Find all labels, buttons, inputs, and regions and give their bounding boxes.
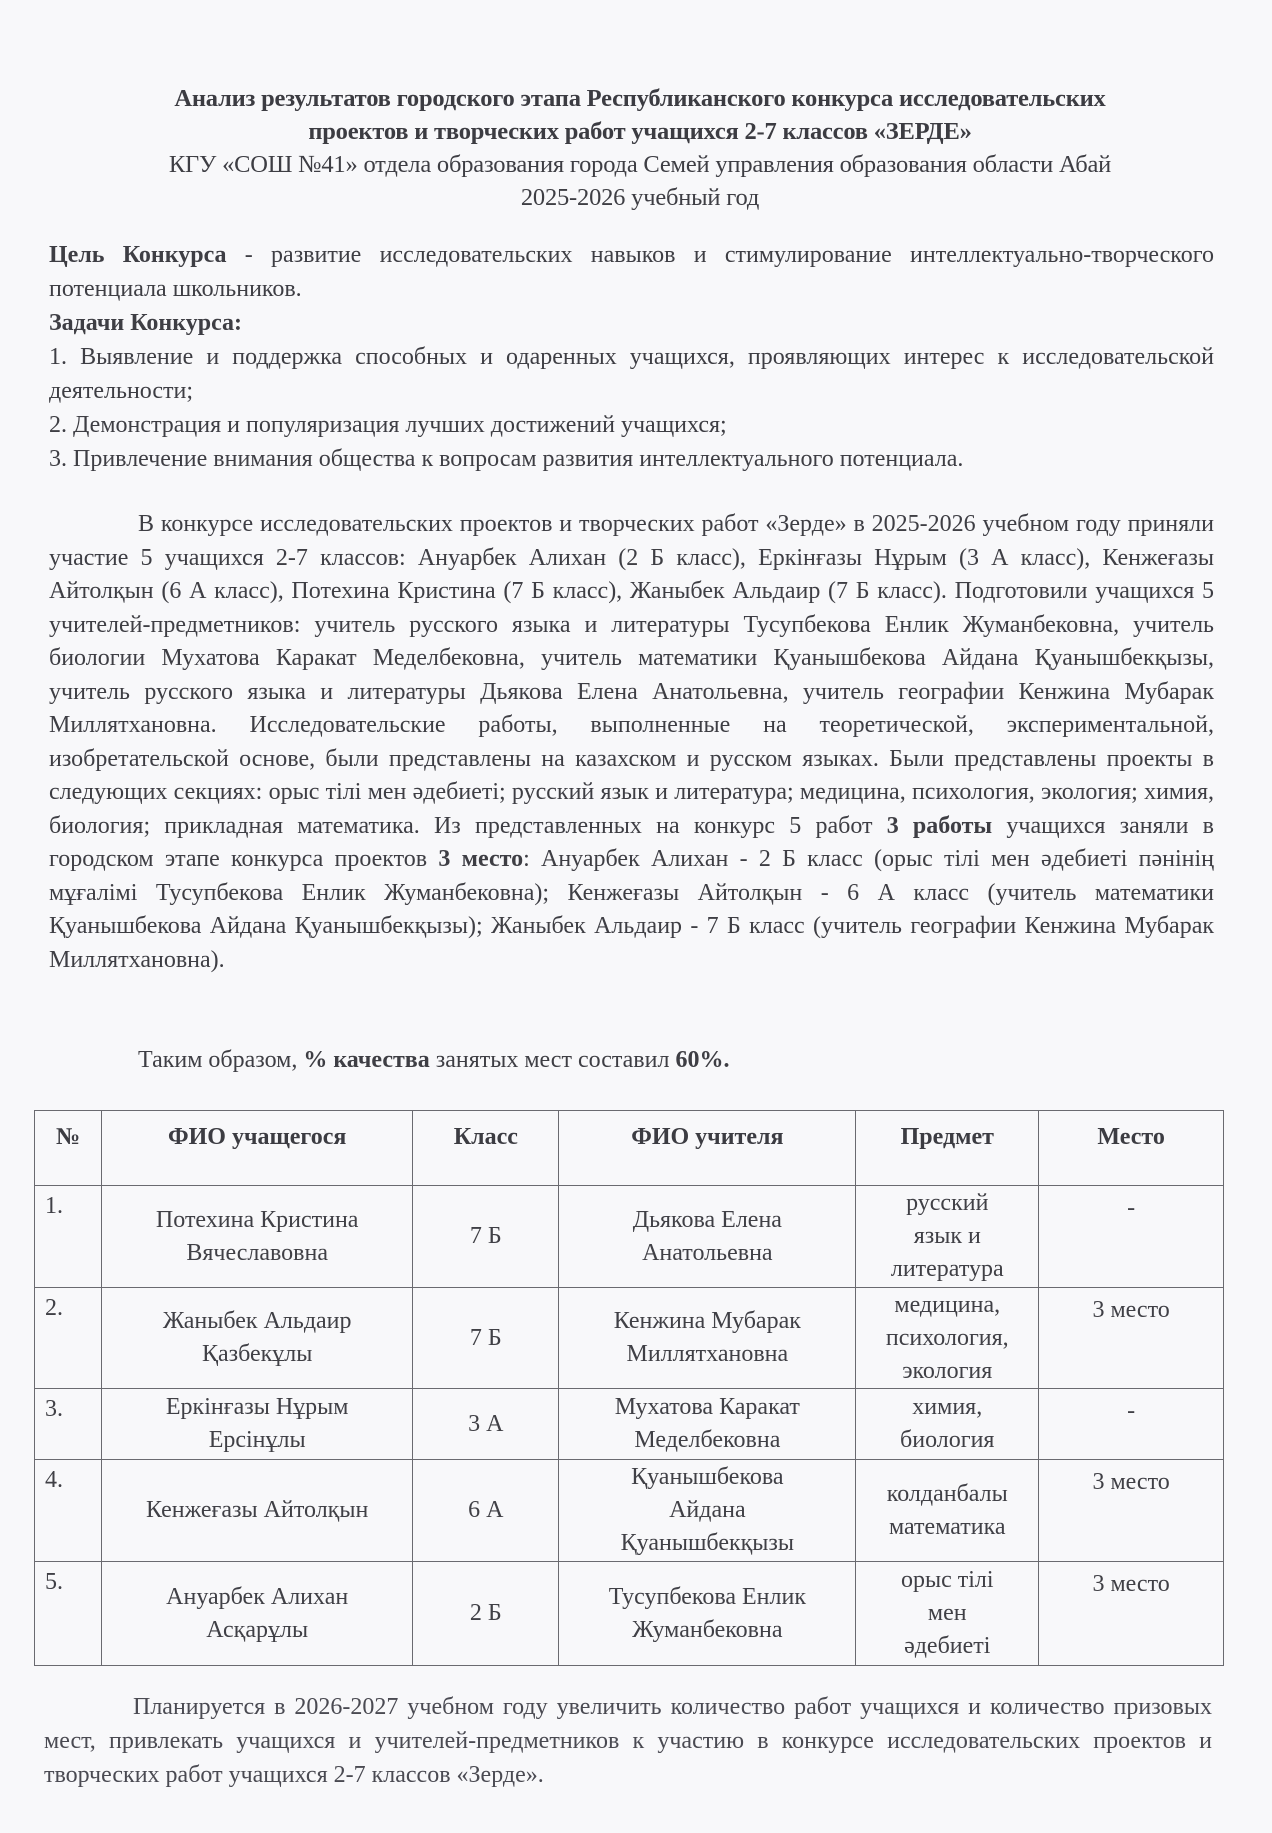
cell-number: 3.	[35, 1389, 102, 1460]
participation-summary	[49, 508, 1214, 977]
cell-place: -	[1039, 1186, 1224, 1288]
conclusion-text: занятых мест составил	[429, 1047, 676, 1073]
closing-paragraph: Планируется в 2026-2027 учебном году увеличить количество работ учащихся и количество призовых мест, привлекать учащихся и учителей-предметников к участию в конкурсе исследовательских проектов и творческих работ учащихся 2-7 классов «Зерде».	[44, 1694, 1212, 1788]
cell-teacher	[559, 1562, 856, 1666]
subject-line: русский	[906, 1190, 989, 1216]
summary-text: : Ануарбек Алихан - 2 Б класс (орыс тілі мен әдебиеті пәнінің мұғалімі Тусупбекова Енлик Жуманбековна); Кенжеғазы Айтолқын - 6 А класс (учитель математики Қуанышбекова Айдана Қуанышбекқызы); Жаныбек Альдаир - 7 Б класс (учитель географии Кенжина Мубарак Миллятхановна).	[49, 846, 1215, 973]
student-name-line: Кенжеғазы Айтолқын	[146, 1497, 369, 1523]
cell-subject	[856, 1186, 1039, 1288]
teacher-name-line: Дьякова Елена	[632, 1206, 782, 1233]
conclusion-highlight-quality: % качества	[303, 1047, 430, 1073]
cell-class: 2 Б	[413, 1562, 559, 1666]
teacher-name-line: Меделбековна	[634, 1427, 781, 1453]
table-row	[35, 1288, 1224, 1389]
cell-subject	[856, 1288, 1039, 1389]
cell-student	[102, 1460, 413, 1562]
subject-line: колданбалы	[886, 1480, 1008, 1507]
column-header-subject: Предмет	[856, 1111, 1039, 1186]
teacher-name-line: Тусупбекова Енлик	[608, 1583, 806, 1610]
organization-line: КГУ «СОШ №41» отдела образования города Семей управления образования области Абай	[168, 151, 1112, 178]
teacher-name-line: Кенжина Мубарак	[613, 1308, 801, 1334]
teacher-name-line: Қуанышбекқызы	[620, 1530, 795, 1556]
teacher-name-line: Айдана	[669, 1497, 746, 1523]
cell-teacher	[559, 1460, 856, 1562]
teacher-name-line: Қуанышбекова	[631, 1464, 784, 1490]
student-name-line: Ерсінұлы	[208, 1427, 306, 1453]
subject-line: психология,	[885, 1324, 1009, 1351]
cell-subject	[856, 1562, 1039, 1666]
teacher-name-line: Жуманбековна	[632, 1616, 783, 1643]
table-row	[35, 1460, 1224, 1562]
tasks-label: Задачи Конкурса:	[49, 310, 243, 336]
table-row	[35, 1562, 1224, 1666]
cell-number: 5.	[35, 1562, 102, 1666]
student-name-line: Вячеславовна	[186, 1239, 328, 1266]
cell-student	[102, 1186, 413, 1288]
goal-text: - развитие исследовательских навыков и стимулирование интеллектуально-творческого потенциала школьников.	[49, 242, 1214, 302]
cell-class: 3 А	[413, 1389, 559, 1460]
cell-teacher	[559, 1288, 856, 1389]
task-item: 1. Выявление и поддержка способных и одаренных учащихся, проявляющих интерес к исследовательской деятельности;	[49, 344, 1214, 404]
cell-number: 1.	[35, 1186, 102, 1288]
student-name-line: Қазбекұлы	[201, 1341, 313, 1367]
summary-text: учащихся заняли в городском этапе конкурса проектов	[49, 812, 1214, 872]
conclusion-text: Таким образом,	[138, 1047, 304, 1073]
summary-highlight-works: 3 работы	[886, 812, 993, 839]
student-name-line: Ануарбек Алихан	[166, 1583, 349, 1610]
subject-line: химия,	[912, 1394, 983, 1420]
column-header-teacher: ФИО учителя	[559, 1111, 856, 1186]
cell-place: -	[1039, 1389, 1224, 1460]
document-title-line-1: Анализ результатов городского этапа Республиканского конкурса исследовательских	[174, 85, 1106, 112]
subject-line: биология	[900, 1427, 995, 1453]
subject-line: язык и	[913, 1223, 981, 1249]
quality-conclusion	[49, 1043, 1214, 1077]
task-item: 3. Привлечение внимания общества к вопросам развития интеллектуального потенциала.	[49, 446, 964, 472]
conclusion-highlight-percent: 60%.	[675, 1047, 730, 1073]
column-header-class: Класс	[413, 1111, 559, 1186]
cell-subject	[856, 1389, 1039, 1460]
cell-student	[102, 1389, 413, 1460]
goal-paragraph	[49, 238, 1214, 306]
cell-number: 2.	[35, 1288, 102, 1389]
table-header-row	[35, 1111, 1224, 1186]
academic-year-line: 2025-2026 учебный год	[520, 184, 760, 211]
column-header-place: Место	[1039, 1111, 1224, 1186]
cell-teacher	[559, 1186, 856, 1288]
subject-line: мен	[927, 1600, 967, 1626]
cell-place: 3 место	[1039, 1460, 1224, 1562]
results-table	[34, 1110, 1224, 1666]
subject-line: математика	[889, 1513, 1006, 1540]
summary-paragraph	[49, 508, 1214, 977]
document-title-line-2: проектов и творческих работ учащихся 2-7 классов «ЗЕРДЕ»	[308, 118, 972, 145]
subject-line: экология	[902, 1357, 993, 1384]
cell-class: 7 Б	[413, 1186, 559, 1288]
cell-student	[102, 1562, 413, 1666]
cell-teacher	[559, 1389, 856, 1460]
table-row	[35, 1186, 1224, 1288]
subject-line: литература	[890, 1256, 1004, 1282]
cell-subject	[856, 1460, 1039, 1562]
cell-number: 4.	[35, 1460, 102, 1562]
teacher-name-line: Анатольевна	[642, 1239, 773, 1266]
student-name-line: Жаныбек Альдаир	[162, 1308, 352, 1334]
summary-text: В конкурсе исследовательских проектов и творческих работ «Зерде» в 2025-2026 учебном году приняли участие 5 учащихся 2-7 классов: Ануарбек Алихан (2 Б класс), Еркінғазы Нұрым (3 А класс), Кенжеғазы Айтолқын (6 А класс), Потехина Кристина (7 Б класс), Жаныбек Альдаир (7 Б класс). Подготовили учащихся 5 учителей-предметников: учитель русского языка и литературы Тусупбекова Енлик Жуманбековна, учитель биологии Мухатова Каракат Меделбековна, учитель математики Қуанышбекова Айдана Қуанышбекқызы, учитель русского языка и литературы Дьякова Елена Анатольевна, учитель географии Кенжина Мубарак Миллятхановна. Исследовательские работы, выполненные на теоретической, экспериментальной, изобретательской основе, были представлены на казахском и русском языках. Были представлены проекты в следующих секциях: орыс тілі мен әдебиеті; русский язык и литература; медицина, психология, экология; химия, биология; прикладная математика. Из представленных на конкурс 5 работ	[49, 511, 1214, 839]
cell-class: 6 А	[413, 1460, 559, 1562]
table-row	[35, 1389, 1224, 1460]
summary-highlight-place: 3 место	[438, 846, 524, 872]
cell-place: 3 место	[1039, 1288, 1224, 1389]
cell-class: 7 Б	[413, 1288, 559, 1389]
student-name-line: Еркінғазы Нұрым	[165, 1394, 349, 1420]
goal-label: Цель Конкурса	[49, 242, 227, 268]
column-header-student: ФИО учащегося	[102, 1111, 413, 1186]
subject-line: медицина,	[894, 1291, 1001, 1318]
teacher-name-line: Мухатова Каракат	[614, 1394, 800, 1420]
teacher-name-line: Миллятхановна	[626, 1341, 789, 1367]
task-item: 2. Демонстрация и популяризация лучших достижений учащихся;	[49, 412, 727, 438]
student-name-line: Потехина Кристина	[155, 1206, 359, 1233]
document-header	[40, 82, 1240, 214]
cell-place: 3 место	[1039, 1562, 1224, 1666]
cell-student	[102, 1288, 413, 1389]
student-name-line: Асқарұлы	[206, 1616, 309, 1643]
subject-line: әдебиеті	[904, 1633, 991, 1659]
column-header-number: №	[35, 1111, 102, 1186]
subject-line: орыс тілі	[900, 1567, 994, 1593]
goals-and-tasks	[49, 238, 1214, 476]
